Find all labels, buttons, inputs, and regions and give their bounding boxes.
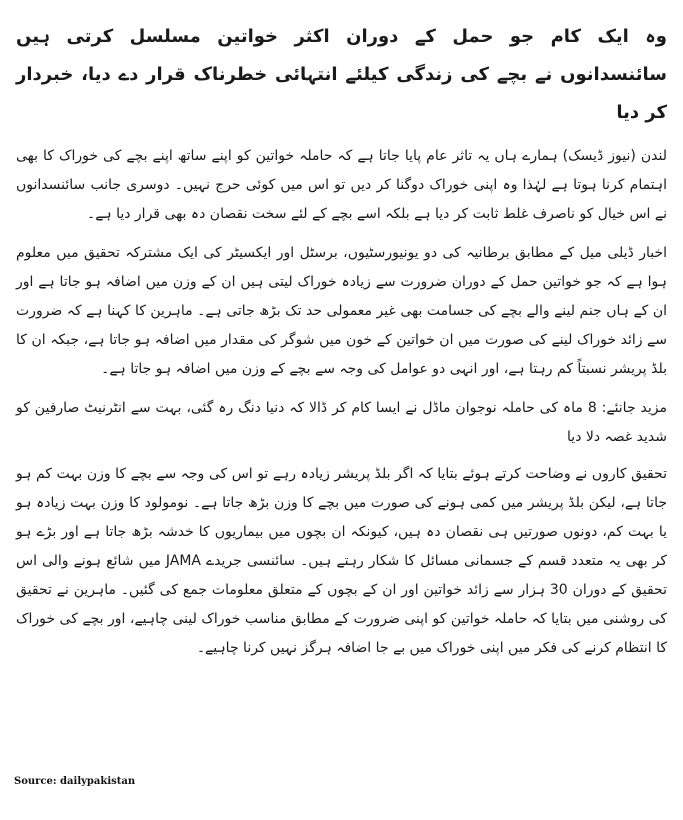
related-story-link[interactable]: مزید جانئے: 8 ماہ کی حاملہ نوجوان ماڈل نے ایسا کام کر ڈالا کہ دنیا دنگ رہ گئی، بہت سے انٹرنیٹ صارفین کو شدید غصہ دلا دیا	[16, 400, 667, 445]
article-headline: وہ ایک کام جو حمل کے دوران اکثر خواتین مسلسل کرتی ہیں سائنسدانوں نے بچے کی زندگی کیلئے انتہائی خطرناک قرار دے دیا، خبردار کر دیا	[16, 26, 667, 123]
article-paragraph-research: اخبار ڈیلی میل کے مطابق برطانیہ کی دو یونیورسٹیوں، برسٹل اور ایکسیٹر کی ایک مشترکہ تحقیق میں معلوم ہوا ہے کہ جو خواتین حمل کے دوران ضرورت سے زیادہ خوراک لیتی ہیں ان کے وزن میں اضافہ ہو جاتا ہے اور ان کے ہاں جنم لینے والے بچے کی جسامت بھی غیر معمولی حد تک بڑھ جاتی ہے۔ ماہرین کا کہنا ہے کہ ضرورت سے زائد خوراک لینے کی صورت میں ان خواتین کے خون میں شوگر کی مقدار میں اضافہ ہو جاتا ہے، جبکہ ان کا بلڈ پریشر نسبتاً کم رہتا ہے، اور انہی دو عوامل کی وجہ سے بچے کے وزن میں اضافہ ہو جاتا ہے۔	[16, 245, 667, 377]
source-credit: Source: dailypakistan	[14, 776, 136, 787]
article-paragraph-intro: لندن (نیوز ڈیسک) ہمارے ہاں یہ تاثر عام پایا جاتا ہے کہ حاملہ خواتین کو اپنے ساتھ اپنے بچے کی خوراک کا بھی اہتمام کرنا ہوتا ہے لہٰذا وہ اپنی خوراک دوگنا کر دیں تو اس میں کوئی حرج نہیں۔ دوسری جانب سائنسدانوں نے اس خیال کو ناصرف غلط ثابت کر دیا ہے بلکہ اسے بچے کے لئے سخت نقصان دہ بھی قرار دیا ہے۔	[16, 148, 667, 222]
article-paragraph-findings: تحقیق کاروں نے وضاحت کرتے ہوئے بتایا کہ اگر بلڈ پریشر زیادہ رہے تو اس کی وجہ سے بچے کا وزن بہت کم ہو جاتا ہے، لیکن بلڈ پریشر میں کمی ہونے کی صورت میں بچے کا وزن بڑھ جاتا ہے۔ نومولود کا وزن بہت زیادہ ہو یا بہت کم، دونوں صورتیں ہی نقصان دہ ہیں، کیونکہ ان بچوں میں بیماریوں کا خدشہ بڑھ جاتا ہے اور بڑے ہو کر بھی یہ متعدد قسم کے جسمانی مسائل کا شکار رہتے ہیں۔ سائنسی جریدے JAMA میں شائع ہونے والی اس تحقیق کے دوران 30 ہزار سے زائد خواتین اور ان کے بچوں کے متعلق معلومات جمع کی گئیں۔ ماہرین نے تحقیق کی روشنی میں بتایا کہ حاملہ خواتین کو اپنی ضرورت کے مطابق مناسب خوراک لینی چاہیے، اور بچے کی خوراک کا انتظام کرنے کی فکر میں اپنی خوراک میں بے جا اضافہ ہرگز نہیں کرنا چاہیے۔	[16, 466, 668, 656]
